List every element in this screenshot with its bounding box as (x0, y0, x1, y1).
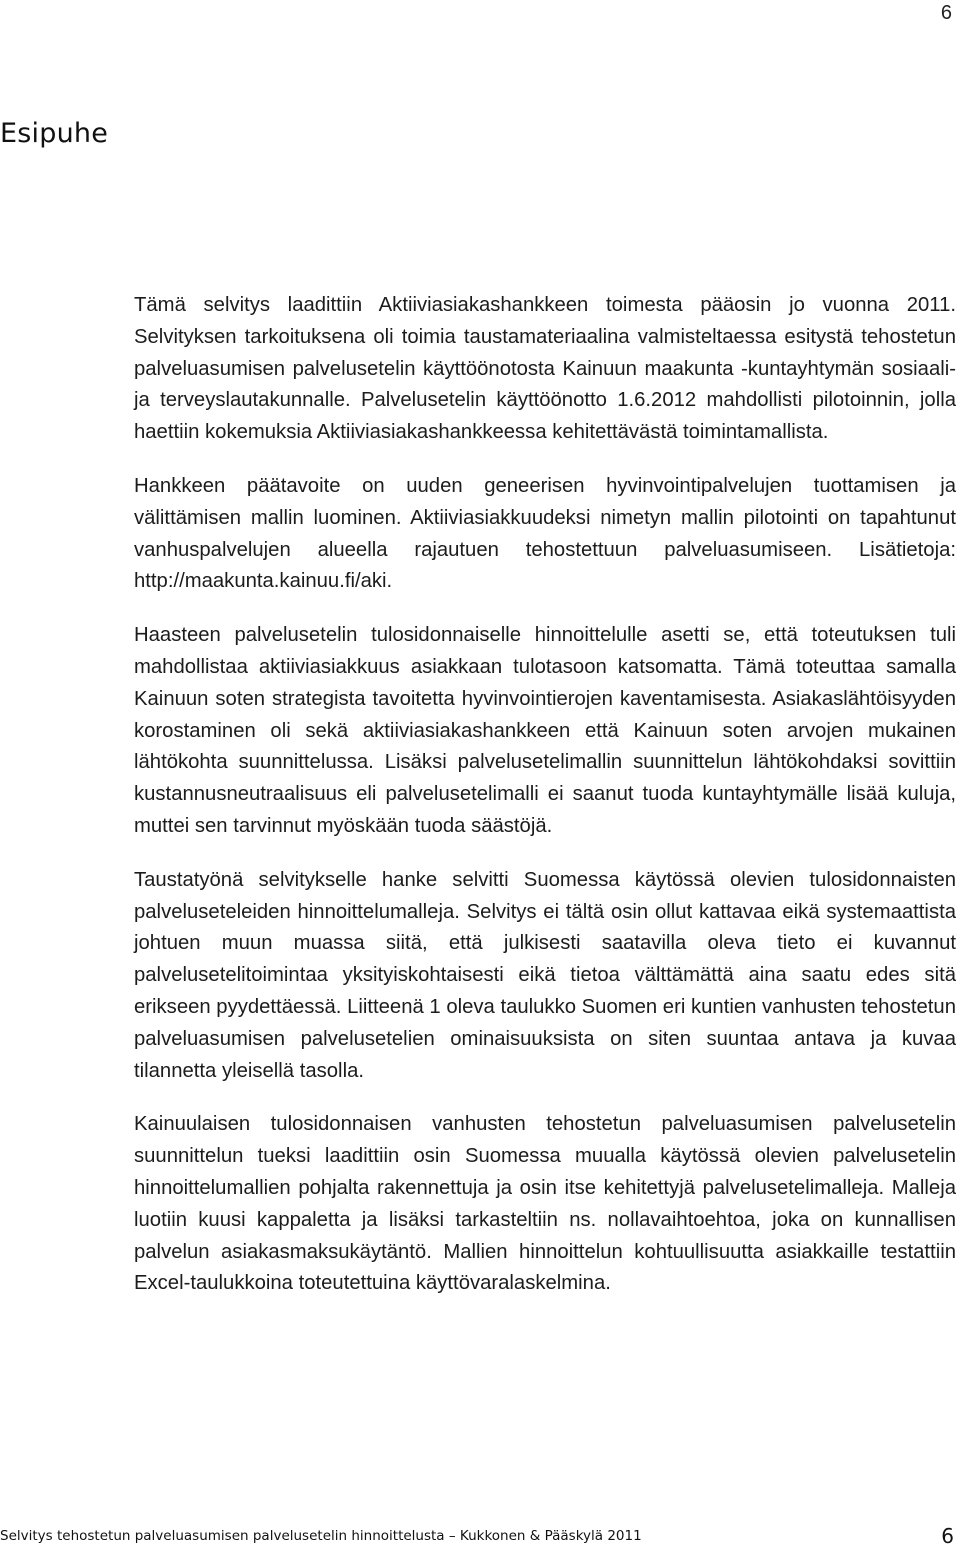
page-title: Esipuhe (0, 118, 109, 149)
header-page-number: 6 (940, 2, 952, 24)
paragraph: Taustatyönä selvitykselle hanke selvitti Suomessa käytössä olevien tulosidonnaisten palveluseteleiden hinnoittelumalleja. Selvitys ei tältä osin ollut kattavaa eikä systemaattista johtuen muun muassa siitä, että julkisesti saatavilla oleva tieto ei kuvannut palvelusetelitoimintaa yksityiskohtaisesti eikä tietoa välttämättä aina saatu edes sitä erikseen pyydettäessä. Liitteenä 1 oleva taulukko Suomen eri kuntien vanhusten tehostetun palveluasumisen palvelusetelien ominaisuuksista on siten suuntaa antava ja kuvaa tilannetta yleisellä tasolla. (134, 868, 956, 1082)
page-footer (0, 1520, 960, 1554)
paragraph: Hankkeen päätavoite on uuden geneerisen hyvinvointipalvelujen tuottamisen ja välittämisen mallin luominen. Aktiiviasiakkuudeksi nimetyn mallin pilotointi on tapahtunut vanhuspalvelujen alueella rajautuen tehostettuun palveluasumiseen. Lisätietoja: http://maakunta.kainuu.fi/aki. (134, 474, 956, 593)
paragraph: Tämä selvitys laadittiin Aktiiviasiakashankkeen toimesta pääosin jo vuonna 2011. Selvityksen tarkoituksena oli toimia taustamateriaalina valmisteltaessa esitystä tehostetun palveluasumisen palvelusetelin käyttöönotosta Kainuun maakunta -kuntayhtymän sosiaali- ja terveyslautakunnalle. Palvelusetelin käyttöönotto 1.6.2012 mahdollisti pilotoinnin, jolla haettiin kokemuksia Aktiiviasiakashankkeessa kehitettävästä toimintamallista. (134, 294, 956, 444)
footer-page-number: 6 (941, 1524, 954, 1548)
paragraph: Haasteen palvelusetelin tulosidonnaiselle hinnoittelulle asetti se, että toteutuksen tuli mahdollistaa aktiiviasiakkuus asiakkaan tulotasoon katsomatta. Tämä toteuttaa samalla Kainuun soten strategista tavoitetta hyvinvointierojen kaventamisesta. Asiakaslähtöisyyden korostaminen oli sekä aktiiviasiakashankkeen että Kainuun soten arvojen mukainen lähtökohta suunnittelussa. Lisäksi palvelusetelimallin suunnittelun lähtökohdaksi sovittiin kustannusneutraalisuus eli palvelusetelimalli ei saanut tuoda kuntayhtymälle lisää kuluja, muttei sen tarvinnut myöskään tuoda säästöjä. (134, 624, 956, 837)
footer-citation: Selvitys tehostetun palveluasumisen palvelusetelin hinnoittelusta – Kukkonen & Pääskylä 2011 (0, 1528, 642, 1544)
paragraph: Kainuulaisen tulosidonnaisen vanhusten tehostetun palveluasumisen palvelusetelin suunnittelun tueksi laadittiin osin Suomessa muualla käytössä olevien palvelusetelin hinnoittelumallien pohjalta rakennettuja ja osin itse kehitettyjä palvelusetelimalleja. Malleja luotiin kuusi kappaletta ja lisäksi tarkasteltiin ns. nollavaihtoehtoa, joka on kunnallisen palvelun asiakasmaksukäytäntö. Mallien hinnoittelun kohtuullisuutta asiakkaille testattiin Excel-taulukkoina toteutettuina käyttövaralaskelmina. (134, 1113, 956, 1295)
document-body (134, 290, 956, 1322)
